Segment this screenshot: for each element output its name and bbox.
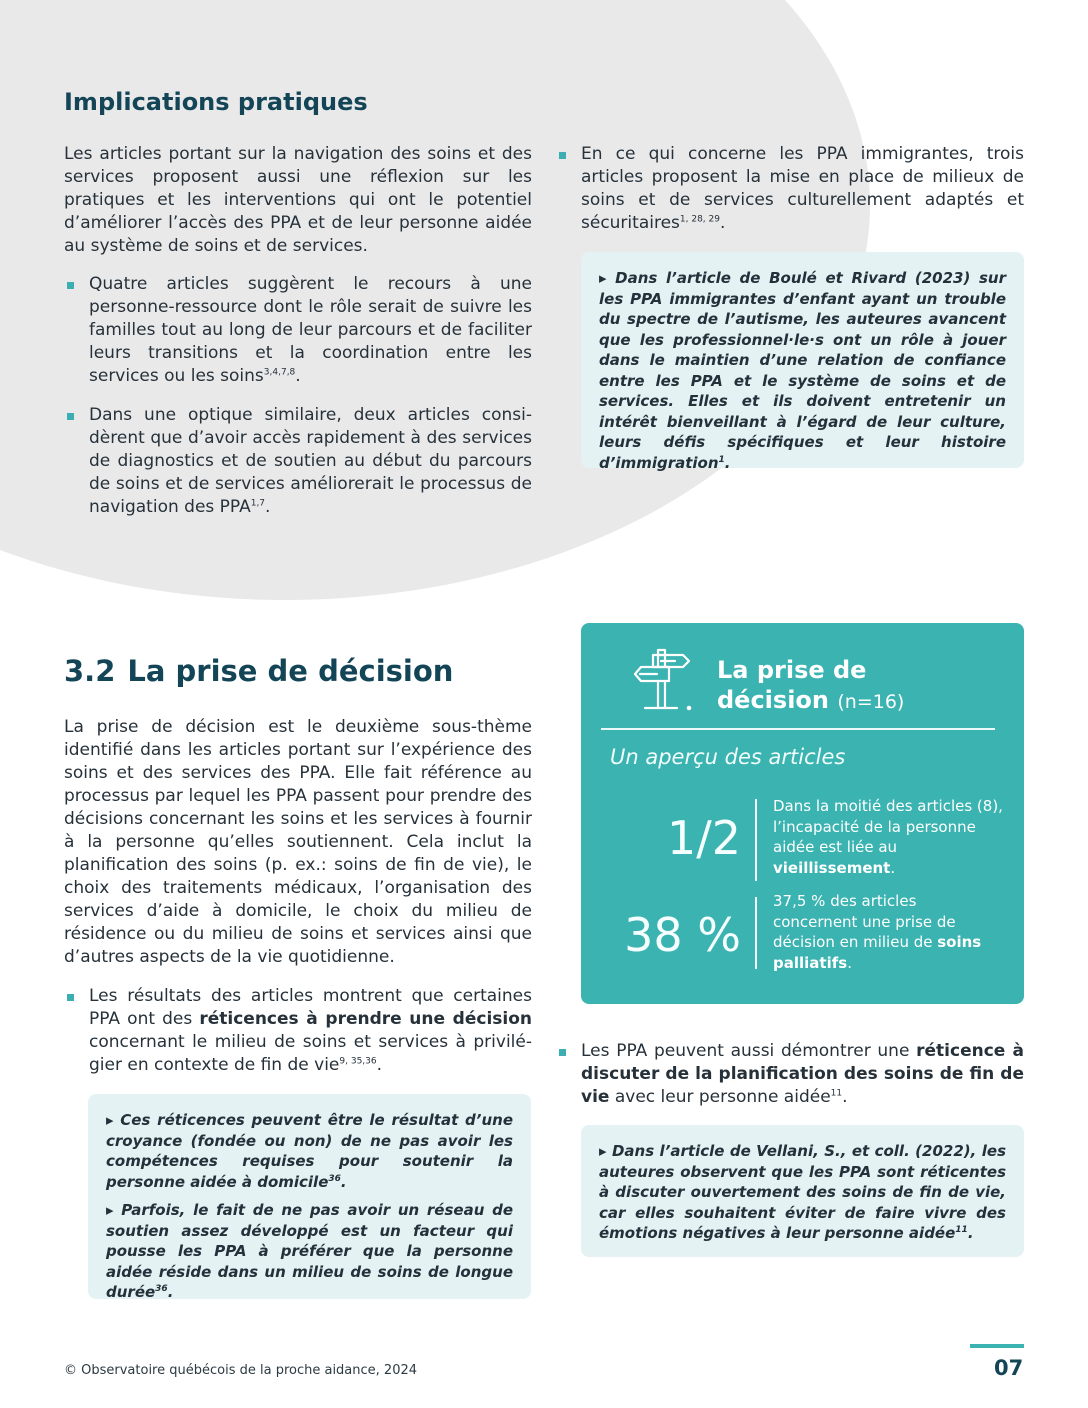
stat-description: Dans la moitié des articles (8), l’incapacité de la personne aidée est liée au vieillissement. — [773, 797, 1003, 877]
implications-title: Implications pratiques — [64, 88, 368, 116]
stat-divider — [755, 799, 757, 881]
implications-column-right — [556, 143, 1024, 235]
stats-subtitle: Un aperçu des articles — [610, 745, 846, 769]
section-bullets — [64, 985, 532, 1077]
stat-divider — [755, 897, 757, 969]
stats-count: (n=16) — [837, 691, 905, 713]
stats-title: La prise de décision (n=16) — [717, 656, 905, 714]
section-number: 3.2 — [64, 654, 116, 688]
list-item: En ce qui concerne les PPA immigrantes, trois articles proposent la mise en place de milieux de soins et de services culturellement adaptés et sécuritaires$^{1, 28, 29}$. — [556, 143, 1024, 235]
implications-column-left — [64, 143, 532, 519]
section-title-text: La prise de décision — [127, 654, 454, 688]
stat-value-half: 1/2 — [666, 811, 741, 865]
implications-bullets — [64, 273, 532, 519]
list-item: Les PPA peuvent aussi démontrer une réticence à discuter de la planification des soins de fin de vie avec leur personne aidée$^{11}$. — [556, 1040, 1024, 1109]
note-box-vellani — [581, 1125, 1024, 1257]
footer-copyright: © Observatoire québécois de la proche aidance, 2024 — [64, 1363, 418, 1378]
list-item: Dans une optique similaire, deux articles considèrent que d’avoir accès rapidement à des services de diagnostics et de soutien au début du parcours de soins et de services améliorerait le processus de navigation des PPA$^{1,7}$. — [64, 404, 532, 519]
note-text: ▸ Parfois, le fait de ne pas avoir un réseau de soutien assez développé est un facteur qui pousse les PPA à préférer que la personne aidée réside dans un milieu de soins de longue durée$^{36}$. — [106, 1201, 513, 1301]
note-text: ▸ Ces réticences peuvent être le résultat d’une croyance (fondée ou non) de ne pas avoir les compétences requises pour soutenir la personne aidée à domicile$^{36}$. — [106, 1111, 513, 1191]
note-box-reticences — [88, 1094, 531, 1299]
section-column-left — [64, 716, 532, 1077]
page-number: 07 — [994, 1356, 1024, 1380]
stat-description: 37,5 % des articles concernent une prise de décision en milieu de soins palliatifs. — [773, 892, 982, 972]
section-column-right — [556, 1040, 1024, 1109]
section-bullets-right — [556, 1040, 1024, 1109]
list-item: Quatre articles suggèrent le recours à une personne-ressource dont le rôle serait de suivre les familles tout au long de leur parcours et de faciliter leurs transitions et la coordination entre les services ou les soins$^{3,4,7,8}$. — [64, 273, 532, 388]
note-text: ▸ Dans l’article de Boulé et Rivard (2023) sur les PPA immigrantes d’enfant ayant un trouble du spectre de l’autisme, les auteures avancent que les professionnel·le·s ont un rôle à jouer dans le maintien d’une relation de confiance entre les PPA et le système de soins et de services. Elles et ils doivent entretenir un intérêt bienveillant à l’égard de leur culture, leurs défis spécifiques et leur histoire d’immigration$^1$. — [599, 269, 1006, 472]
signpost-icon — [631, 646, 697, 712]
section-intro: La prise de décision est le deuxième sous-thème identifié dans les articles portant sur l’expérience des soins et des services des PPA. Elle fait référence au processus par lequel les PPA passent pour prendre des décisions concernant les soins et les services à fournir à la personne qu’elles soutiennent. Cela inclut la planification des soins (p. ex.: soins de fin de vie), le choix des traitements médicaux, l’organisation des services d’aide à domicile, le choix du milieu de résidence ou du milieu de soins et services ainsi que d’autres aspects de la vie quotidienne. — [64, 717, 532, 967]
footer-accent-line — [970, 1344, 1024, 1348]
section-title — [64, 654, 453, 688]
list-item: Les résultats des articles montrent que certaines PPA ont des réticences à prendre une décision concernant le milieu de soins et services à privilégier en contexte de fin de vie$^{9, 35,36}$. — [64, 985, 532, 1077]
note-text: ▸ Dans l’article de Vellani, S., et coll. (2022), les auteures observent que les PPA sont réticentes à discuter ouvertement des soins de fin de vie, car elles souhaitent éviter de faire vivre des émotions négatives à leur personne aidée$^{11}$. — [599, 1142, 1006, 1242]
stat-value-percent: 38 % — [624, 908, 741, 962]
implications-bullets-right — [556, 143, 1024, 235]
note-box-boule-rivard — [581, 252, 1024, 472]
stats-box — [581, 623, 1024, 1004]
implications-intro: Les articles portant sur la navigation des soins et des services proposent aussi une réflexion sur les pratiques et les interventions qui ont le potentiel d’améliorer l’accès des PPA et de leur personne aidée au système de soins et de services. — [64, 144, 532, 256]
divider — [601, 728, 995, 730]
